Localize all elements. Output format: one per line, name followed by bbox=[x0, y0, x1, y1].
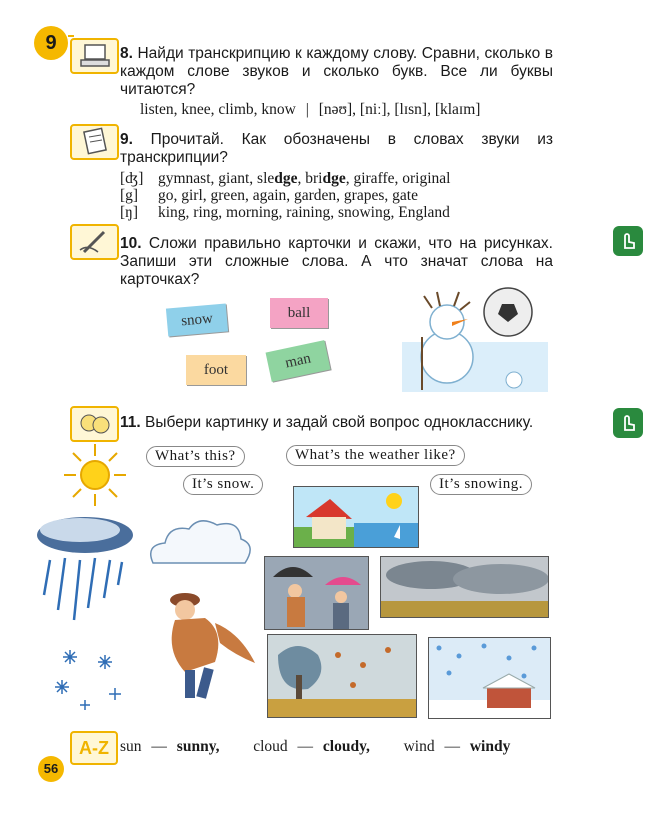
task-9-row-ng bbox=[120, 204, 450, 222]
task-8-words: listen, knee, climb, know bbox=[140, 101, 296, 118]
row-words: king, ring, morning, raining, snowing, England bbox=[158, 204, 450, 221]
task-8-number: 8. bbox=[120, 45, 133, 62]
sunny-house-picture bbox=[293, 486, 419, 548]
row-words: go, girl, green, again, garden, grapes, gate bbox=[158, 187, 418, 204]
snowy-house-picture bbox=[428, 637, 551, 719]
notebook-icon bbox=[70, 124, 119, 160]
computer-icon bbox=[70, 38, 119, 74]
pencil-hand-icon bbox=[70, 224, 119, 260]
windy-man-illustration bbox=[145, 578, 260, 708]
page-number: 56 bbox=[38, 756, 64, 782]
phoneme: [ʤ] bbox=[120, 170, 144, 187]
vocab-derived: sunny, bbox=[176, 738, 220, 755]
task-9-number: 9. bbox=[120, 131, 133, 148]
task-9-text: Прочитай. Как обозначены в словах звуки из транскрипции? bbox=[120, 131, 553, 166]
task-8-transcriptions: [nəʊ], [niː], [lɪsn], [klaɪm] bbox=[318, 101, 481, 118]
vocab-derived: cloudy, bbox=[322, 738, 370, 755]
speech-bubble: It’s snow. bbox=[183, 474, 263, 495]
phoneme: [g] bbox=[120, 187, 139, 204]
task-9-row-dzh: [ʤ] gymnast, giant, sledge, bridge, giraffe, original bbox=[120, 170, 451, 187]
task-11-number: 11. bbox=[120, 414, 141, 431]
task-9 bbox=[120, 131, 553, 167]
word-card-foot[interactable]: foot bbox=[186, 355, 246, 385]
snowflakes-icon bbox=[40, 640, 140, 720]
speech-bubble: What’s this? bbox=[146, 446, 245, 467]
theatre-masks-icon bbox=[70, 406, 119, 442]
task-8 bbox=[120, 45, 553, 99]
task-11-text: Выбери картинку и задай свой вопрос однокласснику. bbox=[145, 414, 534, 431]
sun-icon bbox=[60, 440, 130, 510]
vocab-base: cloud bbox=[253, 738, 288, 755]
vocab-line: sun — sunny, cloud — cloudy, wind — windy bbox=[120, 738, 511, 755]
vocab-base: sun bbox=[120, 738, 142, 755]
cloudy-sky-picture bbox=[380, 556, 549, 618]
hand-touch-icon bbox=[613, 226, 643, 256]
cloud-icon bbox=[143, 518, 258, 573]
hand-touch-icon bbox=[613, 408, 643, 438]
rainy-umbrellas-picture bbox=[264, 556, 369, 630]
task-10-number: 10. bbox=[120, 235, 142, 252]
hand-touch-button[interactable] bbox=[613, 226, 643, 256]
word-card-snow[interactable]: snow bbox=[166, 303, 228, 336]
snowman-football-illustration bbox=[402, 282, 548, 392]
task-8-separator: | bbox=[305, 101, 309, 118]
word-card-man[interactable]: man bbox=[266, 340, 331, 382]
rain-cloud-icon bbox=[30, 510, 140, 640]
task-10-text: Сложи правильно карточки и скажи, что на рисунках. Запиши эти сложные слова. А что значат слова на карточках? bbox=[120, 235, 553, 288]
speech-bubble: What’s the weather like? bbox=[286, 445, 465, 466]
badge-line bbox=[68, 35, 74, 37]
word-card-ball[interactable]: ball bbox=[270, 298, 328, 328]
task-11 bbox=[120, 414, 560, 432]
vocab-derived: windy bbox=[469, 738, 511, 755]
task-10 bbox=[120, 235, 553, 289]
windy-tree-picture bbox=[267, 634, 417, 718]
lesson-number: 9 bbox=[45, 32, 57, 54]
task-9-row-g bbox=[120, 187, 418, 205]
lesson-badge bbox=[34, 26, 68, 60]
phoneme: [ŋ] bbox=[120, 204, 138, 221]
vocab-base: wind bbox=[403, 738, 435, 755]
az-badge: A-Z bbox=[70, 731, 118, 765]
task-8-words-line bbox=[140, 101, 480, 119]
task-8-text: Найди транскрипцию к каждому слову. Сравни, сколько в каждом слове звуков и сколько букв. Все ли буквы читаются? bbox=[120, 45, 553, 98]
hand-touch-button-2[interactable] bbox=[613, 408, 643, 438]
speech-bubble: It’s snowing. bbox=[430, 474, 532, 495]
